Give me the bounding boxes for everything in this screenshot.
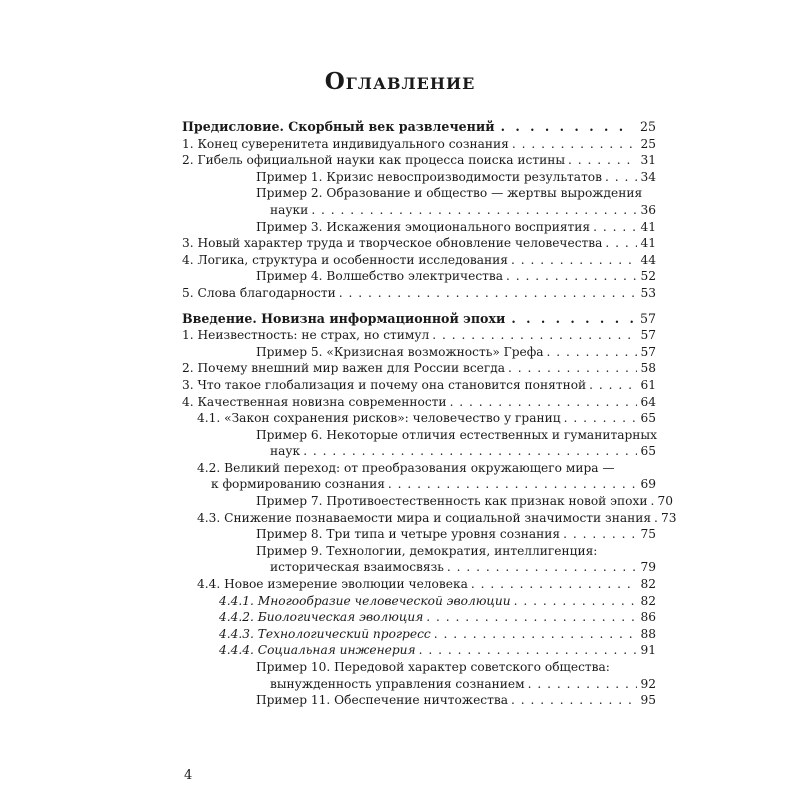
toc-entry[interactable] — [182, 327, 656, 344]
toc-entry-text: Пример 7. Противоестественность как признак новой эпохи — [256, 494, 648, 509]
dot-leader — [506, 268, 637, 285]
dot-leader — [547, 344, 638, 361]
toc-entry-text: к формированию сознания — [211, 477, 385, 492]
toc-page-number: 57 — [640, 328, 656, 343]
dot-leader — [605, 169, 637, 186]
dot-leader — [511, 311, 634, 328]
toc-entry-text: 4.4.1. Многообразие человеческой эволюции — [219, 593, 511, 608]
toc-entry-text-line1: Пример 2. Образование и общество — жертвы вырождения — [256, 186, 643, 201]
toc-page-number: 88 — [640, 626, 656, 641]
toc-entry[interactable] — [182, 344, 656, 361]
toc-part-heading[interactable] — [182, 119, 656, 136]
toc-entry-text: Пример 8. Три типа и четыре уровня сознания — [256, 527, 561, 542]
dot-leader — [432, 327, 637, 344]
dot-leader — [388, 476, 638, 493]
toc-entry-text: наук — [270, 444, 301, 459]
toc-entry-text: 1. Конец суверенитета индивидуального сознания — [182, 136, 509, 151]
toc-page-number: 75 — [640, 527, 656, 542]
toc-entry[interactable] — [182, 235, 656, 252]
toc-entry[interactable] — [182, 692, 656, 709]
toc-page-number: 65 — [640, 444, 656, 459]
dot-leader — [450, 394, 638, 411]
toc-page-number: 61 — [640, 377, 656, 392]
toc-page-number: 64 — [640, 394, 656, 409]
toc-entry[interactable] — [182, 510, 677, 527]
toc-entry[interactable] — [182, 377, 656, 394]
toc-entry-text: науки — [270, 202, 309, 217]
toc-entry-text-line1: Пример 6. Некоторые отличия естественных и гуманитарных — [256, 427, 657, 442]
toc-page-number: 41 — [640, 236, 656, 251]
dot-leader — [564, 410, 638, 427]
toc-entry-text-line1: Пример 9. Технологии, демократия, интеллигенция: — [256, 543, 598, 558]
dot-leader — [434, 626, 638, 643]
toc-entry[interactable] — [182, 360, 656, 377]
toc-entry[interactable] — [182, 219, 656, 236]
toc-entry-text: 4. Логика, структура и особенности исследования — [182, 252, 508, 267]
toc-entry[interactable] — [182, 460, 656, 493]
toc-entry-text: Пример 4. Волшебство электричества — [256, 269, 504, 284]
toc-page-number: 25 — [639, 119, 656, 134]
toc-page-number: 25 — [640, 136, 656, 151]
toc-entry[interactable] — [182, 169, 656, 186]
dot-leader — [311, 202, 637, 219]
toc-page-number: 57 — [640, 344, 656, 359]
toc-page-number: 44 — [640, 252, 656, 267]
toc-entry[interactable] — [182, 152, 656, 169]
toc-page-number: 36 — [640, 202, 656, 217]
dot-leader — [568, 152, 637, 169]
toc-entry-text: 4.1. «Закон сохранения рисков»: человечество у границ — [197, 411, 561, 426]
toc-page-number: 70 — [657, 494, 673, 509]
toc-entry[interactable] — [182, 526, 656, 543]
toc-entry[interactable] — [182, 285, 656, 302]
toc-entry-text: 3. Новый характер труда и творческое обновление человечества — [182, 236, 603, 251]
dot-leader — [654, 510, 658, 527]
dot-leader — [511, 692, 637, 709]
toc-page-number: 79 — [640, 560, 656, 575]
toc-page-number: 41 — [640, 219, 656, 234]
toc-entry-text: 2. Гибель официальной науки как процесса поиска истины — [182, 153, 566, 168]
toc-page-number: 86 — [640, 610, 656, 625]
toc-entry[interactable] — [182, 576, 656, 593]
toc-entry[interactable] — [182, 427, 656, 460]
toc-entry[interactable] — [182, 410, 656, 427]
dot-leader — [605, 235, 637, 252]
toc-page-number: 69 — [640, 477, 656, 492]
toc-page-number: 58 — [640, 361, 656, 376]
toc-page-number: 92 — [640, 676, 656, 691]
dot-leader — [501, 119, 634, 136]
dot-leader — [511, 252, 637, 269]
toc-page-number: 95 — [640, 693, 656, 708]
toc-page-number: 31 — [640, 153, 656, 168]
toc-entry-text: 4.4.4. Социальная инженерия — [219, 643, 416, 658]
toc-entry-text: Введение. Новизна информационной эпохи — [182, 310, 506, 326]
toc-entry-text: историческая взаимосвязь — [270, 560, 444, 575]
toc-page-number: 82 — [640, 577, 656, 592]
toc-page-number: 53 — [640, 285, 656, 300]
toc-page-number: 52 — [640, 269, 656, 284]
toc-entry[interactable] — [182, 609, 656, 626]
toc-page-number: 82 — [640, 593, 656, 608]
page-title: Оглавление — [324, 68, 476, 95]
dot-leader — [447, 559, 638, 576]
toc-entry-text: Предисловие. Скорбный век развлечений — [182, 119, 495, 134]
toc-entry-text: Пример 3. Искажения эмоционального восприятия — [256, 219, 591, 234]
toc-page-number: 73 — [661, 510, 677, 525]
toc-entry-text: 4.3. Снижение познаваемости мира и социальной значимости знания — [197, 510, 652, 525]
toc-entry[interactable] — [182, 593, 656, 610]
toc-entry[interactable] — [182, 659, 656, 692]
dot-leader — [650, 493, 654, 510]
dot-leader — [471, 576, 638, 593]
toc-entry-text: 5. Слова благодарности — [182, 285, 336, 300]
toc-entry[interactable] — [182, 543, 656, 576]
table-of-contents — [182, 119, 677, 709]
dot-leader — [419, 642, 638, 659]
toc-entry-text-line1: Пример 10. Передовой характер советского общества: — [256, 660, 610, 674]
toc-entry-text: Пример 1. Кризис невоспроизводимости результатов — [256, 169, 603, 184]
dot-leader — [528, 676, 638, 693]
dot-leader — [514, 593, 638, 610]
dot-leader — [339, 285, 638, 302]
dot-leader — [508, 360, 637, 377]
toc-entry[interactable] — [182, 493, 673, 510]
toc-page-number: 65 — [640, 411, 656, 426]
dot-leader — [563, 526, 637, 543]
toc-entry-text: Пример 5. «Кризисная возможность» Грефа — [256, 344, 544, 359]
toc-entry[interactable] — [182, 626, 656, 643]
toc-entry-text: 2. Почему внешний мир важен для России всегда — [182, 361, 506, 376]
toc-entry-text: 4.4. Новое измерение эволюции человека — [197, 577, 468, 592]
section-gap — [182, 302, 656, 311]
toc-page-number: 34 — [640, 169, 656, 184]
dot-leader — [512, 136, 638, 153]
toc-entry[interactable] — [182, 642, 656, 659]
toc-entry[interactable] — [182, 136, 656, 153]
toc-entry[interactable] — [182, 185, 656, 218]
toc-entry-text: 4.4.3. Технологический прогресс — [219, 626, 431, 641]
dot-leader — [593, 219, 637, 236]
toc-page-number: 91 — [640, 643, 656, 658]
dot-leader — [589, 377, 637, 394]
dot-leader — [426, 609, 637, 626]
toc-entry-text: вынужденность управления сознанием — [270, 676, 525, 691]
toc-page-number: 57 — [639, 310, 656, 326]
toc-entry-text: Пример 11. Обеспечение ничтожества — [256, 693, 508, 708]
toc-part-heading[interactable] — [182, 311, 656, 328]
toc-entry-text: 1. Неизвестность: не страх, но стимул — [182, 328, 430, 343]
toc-entry-text-line1: 4.2. Великий переход: от преобразования окружающего мира — — [197, 460, 615, 475]
dot-leader — [303, 443, 637, 460]
toc-entry-text: 4.4.2. Биологическая эволюция — [219, 610, 424, 625]
toc-entry[interactable] — [182, 394, 656, 411]
toc-entry-text: 4. Качественная новизна современности — [182, 394, 447, 409]
toc-entry-text: 3. Что такое глобализация и почему она становится понятной — [182, 377, 587, 392]
toc-entry[interactable] — [182, 252, 656, 269]
page-number: 4 — [184, 768, 193, 783]
toc-entry[interactable] — [182, 268, 656, 285]
